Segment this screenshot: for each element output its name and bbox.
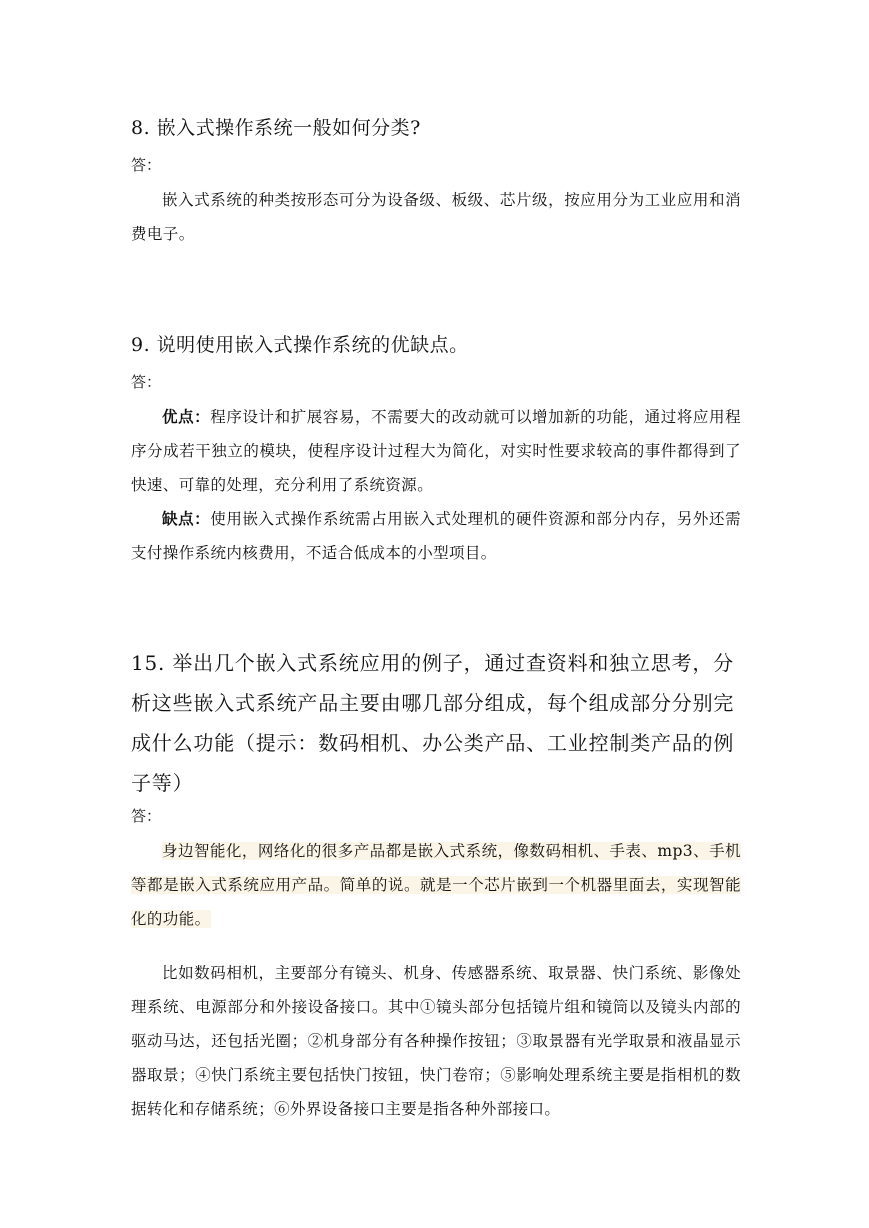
- question-9-pros-paragraph: [131, 400, 741, 502]
- question-9-title: 9. 说明使用嵌入式操作系统的优缺点。: [131, 334, 469, 356]
- pros-text: 程序设计和扩展容易，不需要大的改动就可以增加新的功能，通过将应用程序分成若干独立的模块，使程序设计过程大为简化，对实时性要求较高的事件都得到了快速、可靠的处理，充分利用了系统资源。: [131, 408, 741, 494]
- question-8-title: 8. 嵌入式操作系统一般如何分类?: [131, 117, 421, 139]
- question-8-answer-text: 嵌入式系统的种类按形态可分为设备级、板级、芯片级，按应用分为工业应用和消费电子。: [131, 191, 741, 243]
- question-9-cons-paragraph: [131, 502, 741, 570]
- question-8-answer-label: 答：: [131, 156, 162, 174]
- question-15-answer-paragraph-1: [131, 834, 741, 936]
- pros-label: 优点：: [162, 407, 211, 426]
- question-9-section: [131, 331, 741, 570]
- highlighted-answer-text: 身边智能化，网络化的很多产品都是嵌入式系统，像数码相机、手表、mp3、手机等都是嵌入式系统应用产品。简单的说。就是一个芯片嵌到一个机器里面去，实现智能化的功能。: [131, 842, 741, 928]
- cons-label: 缺点：: [162, 509, 211, 528]
- question-15-title: 15. 举出几个嵌入式系统应用的例子，通过查资料和独立思考，分析这些嵌入式系统产品主要由哪几部分组成，每个组成部分分别完成什么功能（提示：数码相机、办公类产品、工业控制类产品的例子等）: [131, 651, 735, 795]
- question-8-section: [131, 114, 741, 251]
- question-15-answer-label: 答：: [131, 807, 162, 825]
- question-15-answer-paragraph-2: 比如数码相机，主要部分有镜头、机身、传感器系统、取景器、快门系统、影像处理系统、电源部分和外接设备接口。其中①镜头部分包括镜片组和镜筒以及镜头内部的驱动马达，还包括光圈；②机身部分有各种操作按钮；③取景器有光学取景和液晶显示器取景；④快门系统主要包括快门按钮，快门卷帘；⑤影响处理系统主要是指相机的数据转化和存储系统；⑥外界设备接口主要是指各种外部接口。: [131, 964, 741, 1118]
- question-15-section: [131, 643, 741, 1126]
- cons-text: 使用嵌入式操作系统需占用嵌入式处理机的硬件资源和部分内存，另外还需支付操作系统内核费用，不适合低成本的小型项目。: [131, 510, 741, 562]
- question-9-answer-label: 答：: [131, 373, 162, 391]
